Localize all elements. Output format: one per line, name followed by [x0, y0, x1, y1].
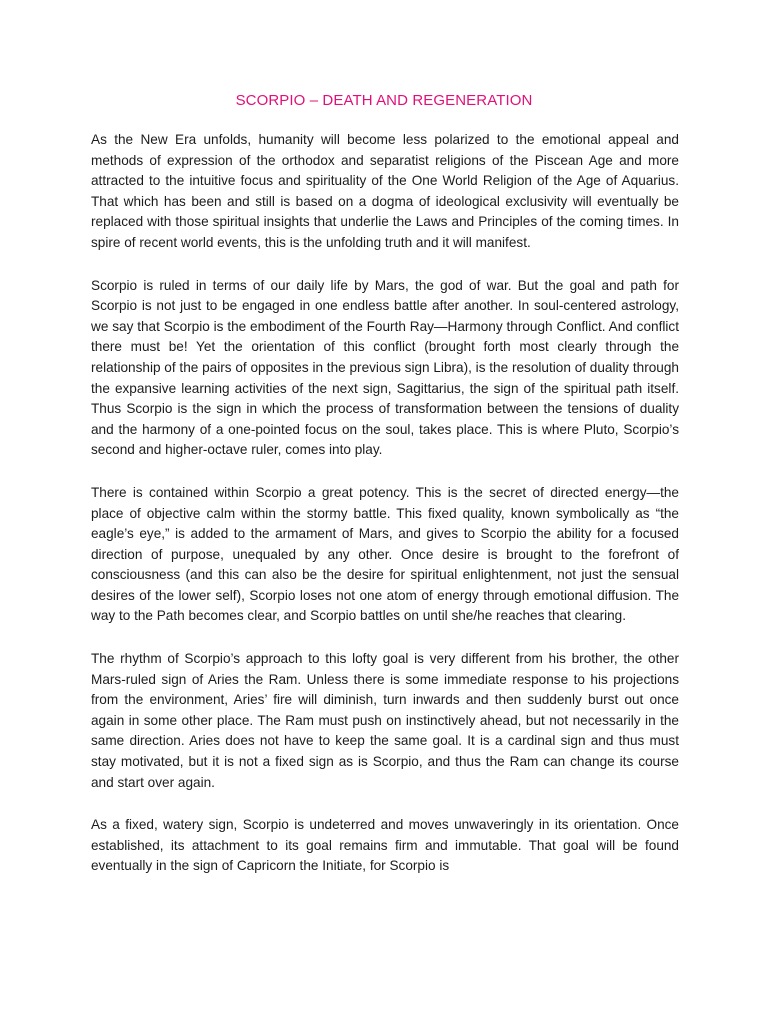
- paragraph-2: Scorpio is ruled in terms of our daily life by Mars, the god of war. But the goal and path for Scorpio is not just to be engaged in one endless battle after another. In soul-centered astrology, we say that Scorpio is the embodiment of the Fourth Ray—Harmony through Conflict. And conflict there must be! Yet the orientation of this conflict (brought forth most clearly through the relationship of the pairs of opposites in the previous sign Libra), is the resolution of duality through the expansive learning activities of the next sign, Sagittarius, the sign of the spiritual path itself. Thus Scorpio is the sign in which the process of transformation between the tensions of duality and the harmony of a one-pointed focus on the soul, takes place. This is where Pluto, Scorpio’s second and higher-octave ruler, comes into play.: [91, 277, 679, 458]
- paragraph-3: There is contained within Scorpio a great potency. This is the secret of directed energy—the place of objective calm within the stormy battle. This fixed quality, known symbolically as “the eagle’s eye,” is added to the armament of Mars, and gives to Scorpio the ability for a focused direction of purpose, unequaled by any other. Once desire is brought to the forefront of consciousness (and this can also be the desire for spiritual enlightenment, not just the sensual desires of the lower self), Scorpio loses not one atom of energy through emotional diffusion. The way to the Path becomes clear, and Scorpio battles on until she/he reaches that clearing.: [91, 484, 679, 624]
- page-title: SCORPIO – DEATH AND REGENERATION: [235, 92, 533, 109]
- paragraph-5: As a fixed, watery sign, Scorpio is undeterred and moves unwaveringly in its orientation. Once established, its attachment to its goal remains firm and immutable. That goal will be found eventually in the sign of Capricorn the Initiate, for Scorpio is: [91, 817, 679, 874]
- paragraph-1: As the New Era unfolds, humanity will become less polarized to the emotional appeal and methods of expression of the orthodox and separatist religions of the Piscean Age and more attracted to the intuitive focus and spirituality of the One World Religion of the Age of Aquarius. That which has been and still is based on a dogma of ideological exclusivity will eventually be replaced with those spiritual insights that underlie the Laws and Principles of the coming times. In spire of recent world events, this is the unfolding truth and it will manifest.: [91, 132, 679, 250]
- document-body: [91, 130, 679, 899]
- paragraph-4: The rhythm of Scorpio’s approach to this lofty goal is very different from his brother, the other Mars-ruled sign of Aries the Ram. Unless there is some immediate response to his projections from the environment, Aries’ fire will diminish, turn inwards and then suddenly burst out once again in some other place. The Ram must push on instinctively ahead, but not necessarily in the same direction. Aries does not have to keep the same goal. It is a cardinal sign and thus must stay motivated, but it is not a fixed sign as is Scorpio, and thus the Ram can change its course and start over again.: [91, 651, 679, 790]
